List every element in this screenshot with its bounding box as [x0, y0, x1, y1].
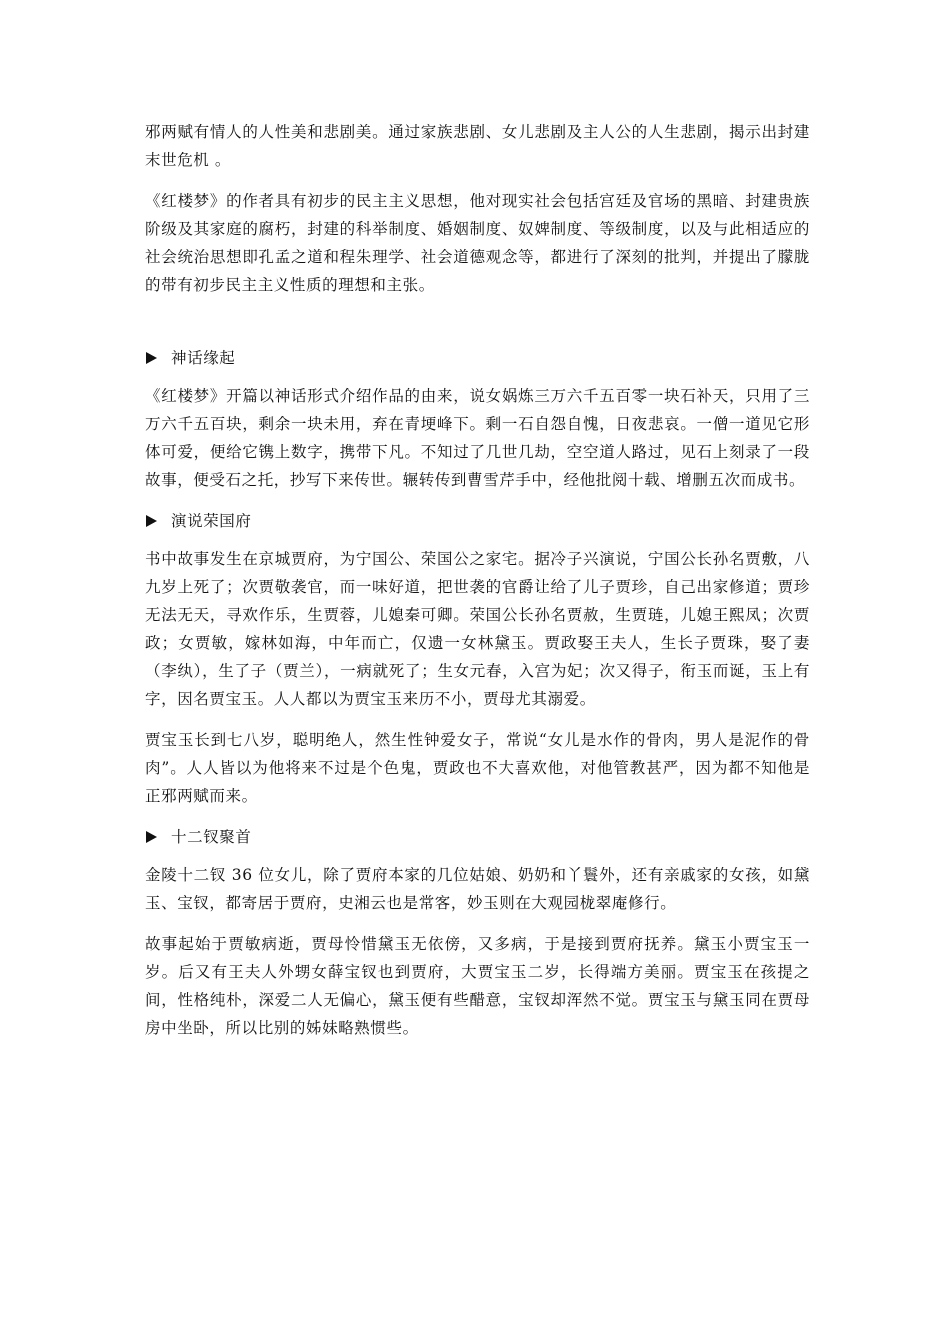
section-heading-text: 演说荣国府 — [171, 512, 252, 530]
document-page — [145, 118, 810, 1042]
section-twelve-beauties — [145, 823, 810, 1042]
section-rongguo-mansion — [145, 507, 810, 810]
triangle-bullet-icon — [146, 515, 157, 527]
triangle-bullet-icon — [146, 352, 157, 364]
triangle-bullet-icon — [146, 831, 157, 843]
section-heading — [145, 344, 810, 372]
section-myth-origin — [145, 344, 810, 494]
section-heading-text: 神话缘起 — [171, 349, 236, 367]
intro-paragraph-2: 《红楼梦》的作者具有初步的民主主义思想，他对现实社会包括宫廷及官场的黑暗、封建贵族阶级及其家庭的腐朽，封建的科举制度、婚姻制度、奴婢制度、等级制度，以及与此相适应的社会统治思想即孔孟之道和程朱理学、社会道德观念等，都进行了深刻的批判，并提出了朦胧的带有初步民主主义性质的理想和主张。 — [145, 192, 810, 294]
section-heading — [145, 823, 810, 851]
section-heading-text: 十二钗聚首 — [171, 828, 252, 846]
section-paragraph: 《红楼梦》开篇以神话形式介绍作品的由来，说女娲炼三万六千五百零一块石补天，只用了三万六千五百块，剩余一块未用，弃在青埂峰下。剩一石自怨自愧，日夜悲哀。一僧一道见它形体可爱，便给它镌上数字，携带下凡。不知过了几世几劫，空空道人路过，见石上刻录了一段故事，便受石之托，抄写下来传世。辗转传到曹雪芹手中，经他批阅十载、增删五次而成书。 — [145, 387, 810, 489]
section-paragraph: 书中故事发生在京城贾府，为宁国公、荣国公之家宅。据冷子兴演说，宁国公长孙名贾敷，八九岁上死了；次贾敬袭官，而一味好道，把世袭的官爵让给了儿子贾珍，自己出家修道；贾珍无法无天，寻欢作乐，生贾蓉，儿媳秦可卿。荣国公长孙名贾赦，生贾琏，儿媳王熙凤；次贾政；女贾敏，嫁林如海，中年而亡，仅遗一女林黛玉。贾政娶王夫人，生长子贾珠，娶了妻（李纨），生了子（贾兰），一病就死了；生女元春，入宫为妃；次又得子，衔玉而诞，玉上有字，因名贾宝玉。人人都以为贾宝玉来历不小，贾母尤其溺爱。 — [145, 550, 810, 708]
section-paragraph: 故事起始于贾敏病逝，贾母怜惜黛玉无依傍，又多病，于是接到贾府抚养。黛玉小贾宝玉一岁。后又有王夫人外甥女薛宝钗也到贾府，大贾宝玉二岁，长得端方美丽。贾宝玉在孩提之间，性格纯朴，深爱二人无偏心，黛玉便有些醋意，宝钗却浑然不觉。贾宝玉与黛玉同在贾母房中坐卧，所以比别的姊妹略熟惯些。 — [145, 935, 810, 1037]
section-paragraph: 金陵十二钗 36 位女儿，除了贾府本家的几位姑娘、奶奶和丫鬟外，还有亲戚家的女孩，如黛玉、宝钗，都寄居于贾府，史湘云也是常客，妙玉则在大观园栊翠庵修行。 — [145, 866, 810, 912]
section-paragraph: 贾宝玉长到七八岁，聪明绝人，然生性钟爱女子，常说“女儿是水作的骨肉，男人是泥作的骨肉”。人人皆以为他将来不过是个色鬼，贾政也不大喜欢他，对他管教甚严，因为都不知他是正邪两赋而来。 — [145, 731, 810, 805]
section-heading — [145, 507, 810, 535]
intro-paragraph-1: 邪两赋有情人的人性美和悲剧美。通过家族悲剧、女儿悲剧及主人公的人生悲剧，揭示出封建末世危机 。 — [145, 123, 810, 169]
